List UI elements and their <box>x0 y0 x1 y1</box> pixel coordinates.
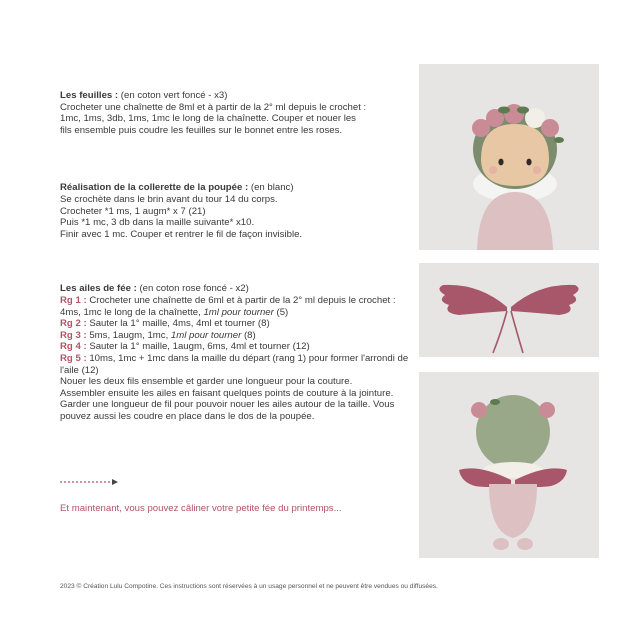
dotted-arrow-icon <box>60 474 120 484</box>
row-label: Rg 5 : <box>60 352 87 364</box>
collar-section <box>60 182 410 240</box>
instructions-column <box>60 90 410 422</box>
collar-title: Réalisation de la collerette de la poupée : <box>60 182 249 194</box>
wing-row: Rg 4 : Sauter la 1° maille, 1augm, 6ms, 4ml et tourner (12) <box>60 341 310 353</box>
leaves-line: fils ensemble puis coudre les feuilles sur le bonnet entre les roses. <box>60 124 343 136</box>
row-label: Rg 4 : <box>60 341 87 353</box>
wing-row: Rg 1 : Crocheter une chaînette de 6ml et à partir de la 2° ml depuis le crochet : 4ms, 1mc le long de la chaînette, 1ml pour tourner (5) <box>60 294 396 318</box>
wings-line: Nouer les deux fils ensemble et garder une longueur pour la couture. <box>60 376 353 388</box>
leaves-line: 1mc, 1ms, 3db, 1ms, 1mc le long de la chaînette. Couper et nouer les <box>60 113 356 125</box>
wing-row: Rg 5 : 10ms, 1mc + 1mc dans la maille du départ (rang 1) pour former l'arrondi de l'aile (12) <box>60 352 409 376</box>
leaves-line: Crocheter une chaînette de 8ml et à partir de la 2° ml depuis le crochet : <box>60 101 367 113</box>
wings-title: Les ailes de fée : <box>60 283 137 295</box>
collar-line: Se crochète dans le brin avant du tour 14 du corps. <box>60 193 278 205</box>
row-label: Rg 3 : <box>60 329 87 341</box>
wings-title-note: (en coton rose foncé - x2) <box>136 283 249 295</box>
collar-line: Finir avec 1 mc. Couper et rentrer le fil de façon invisible. <box>60 228 303 240</box>
collar-line: Puis *1 mc, 3 db dans la maille suivante* x10. <box>60 217 255 229</box>
collar-line: Crocheter *1 ms, 1 augm* x 7 (21) <box>60 205 206 217</box>
row-label: Rg 2 : <box>60 318 87 330</box>
wing-row: Rg 3 : 5ms, 1augm, 1mc, 1ml pour tourner (8) <box>60 329 256 341</box>
leaves-title: Les feuilles : <box>60 90 119 101</box>
doll-bonnet-photo <box>419 64 599 250</box>
leaves-section <box>60 90 410 136</box>
leaves-title-note: (en coton vert foncé - x3) <box>118 90 228 101</box>
wings-line: Assembler ensuite les ailes en faisant quelques points de couture à la jointure. Garder une longueur de fil pour pouvoir nouer les ailes autour de la taille. Vous pouvez aussi les coudre en place dans le dos de la poupée. <box>60 387 395 422</box>
row-label: Rg 1 : <box>60 294 87 306</box>
doll-back-photo <box>419 372 599 558</box>
closing-text: Et maintenant, vous pouvez câliner votre petite fée du printemps... <box>60 503 342 514</box>
wings-photo <box>419 263 599 357</box>
wings-section <box>60 283 410 422</box>
wing-row: Rg 2 : Sauter la 1° maille, 4ms, 4ml et tourner (8) <box>60 318 270 330</box>
collar-title-note: (en blanc) <box>248 182 294 194</box>
copyright-footer: 2023 © Création Lulu Compotine. Ces instructions sont réservées à un usage personnel et ne peuvent être vendues ou diffusées. <box>60 583 438 590</box>
